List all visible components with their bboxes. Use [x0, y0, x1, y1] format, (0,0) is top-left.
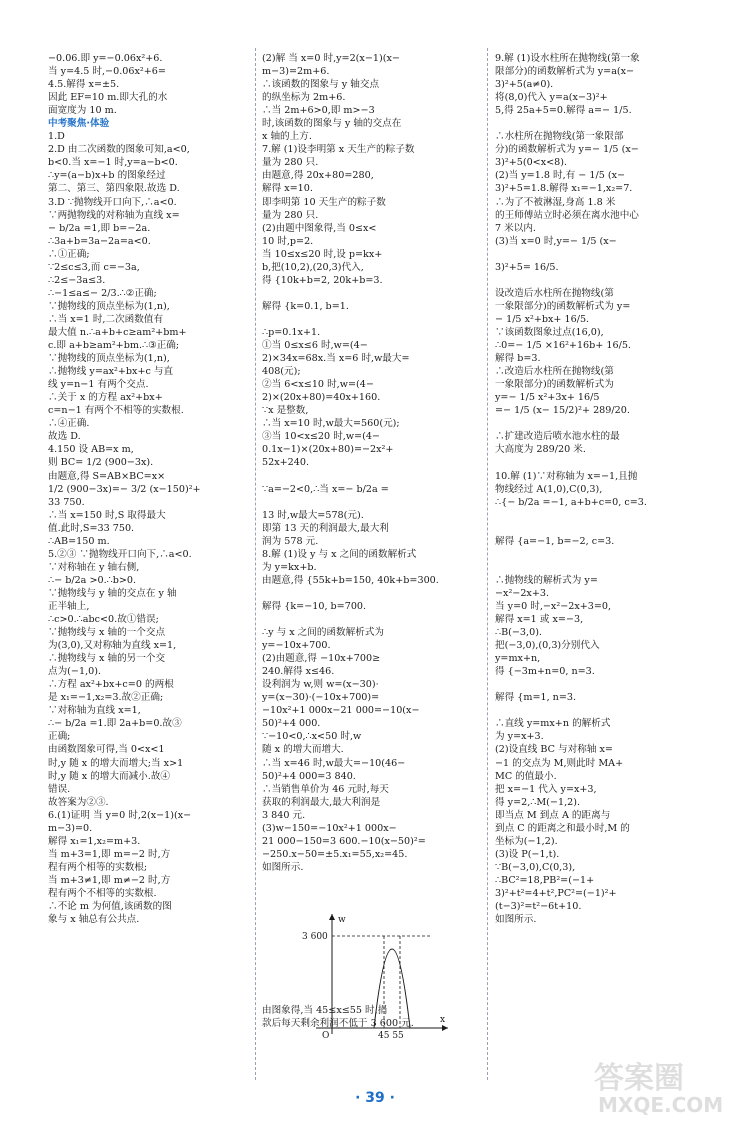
column-divider-1	[255, 48, 256, 1080]
left-line: 由题意,得 S=AB×BC=x×	[48, 470, 166, 482]
right-line: − 1/5 x²+bx+ 16/5.	[495, 313, 590, 325]
right-line	[495, 561, 717, 574]
x-axis-arrow	[442, 1025, 448, 1031]
left-line: 值.此时,S=33 750.	[48, 522, 135, 534]
middle-line: x 轴的上方.	[262, 131, 312, 143]
left-line: 时,y 随 x 的增大而增大;当 x>1	[48, 757, 184, 769]
parabola-curve	[374, 949, 410, 1028]
right-line: 到点 C 的距离之和最小时,M 的	[495, 822, 630, 834]
left-line: ∴不论 m 为何值,该函数的图	[48, 901, 172, 913]
right-line: ∴B(−3,0).	[495, 627, 542, 639]
middle-line: ∴该函数的图象与 y 轴交点	[262, 79, 380, 91]
left-line: 当 y=4.5 时,−0.06x²+6=	[48, 66, 166, 78]
right-line: 3)²+5= 16/5.	[495, 261, 559, 273]
right-line: 3)²+5(a≠0).	[495, 79, 554, 91]
middle-line	[262, 287, 479, 300]
middle-line: 即李明第 10 天生产的粽子数	[262, 196, 386, 208]
left-line: c=n−1 有两个不相等的实数根.	[48, 405, 184, 417]
middle-line: 50)²+4 000.	[262, 718, 321, 730]
middle-line: 解得 x=10.	[262, 183, 313, 195]
middle-line: 当 10≤x≤20 时,设 p=kx+	[262, 248, 383, 260]
right-line: 解得 x=1 或 x=−3,	[495, 614, 584, 626]
graph-x-label: x	[440, 1015, 446, 1025]
right-line: −1 的交点为 M,则此时 MA+	[495, 757, 624, 769]
right-line: 3)²+5(0<x<8).	[495, 157, 568, 169]
middle-line: −250.x−50=±5.x₁=55,x₂=45.	[262, 848, 408, 860]
right-line: ∴{− b/2a =−1, a+b+c=0, c=3.	[495, 496, 647, 508]
left-line: ∵两抛物线的对称轴为直线 x=	[48, 209, 180, 221]
page-number: · 39 ·	[355, 1090, 395, 1106]
right-line: (3)设 P(−1,t).	[495, 848, 560, 860]
y-axis-arrow	[329, 914, 335, 920]
left-column	[48, 52, 248, 926]
right-line	[495, 117, 717, 130]
middle-line: b,把(10,2),(20,3)代入,	[262, 261, 364, 273]
right-line	[495, 678, 717, 691]
right-line: ∵B(−3,0),C(0,3),	[495, 861, 576, 873]
right-line: 5,得 25a+5=0.解得 a=− 1/5.	[495, 105, 632, 117]
left-line: ∴3a+b=3a−2a=a<0.	[48, 235, 151, 247]
middle-line: −10x²+1 000x−21 000=−10(x−	[262, 705, 420, 717]
right-line	[495, 417, 717, 430]
left-line: 由函数图象可得,当 0<x<1	[48, 744, 165, 756]
middle-line: (2)解 当 x=0 时,y=2(x−1)(x−	[262, 53, 400, 64]
middle-line: ∵a=−2<0,∴当 x=− b/2a =	[262, 483, 389, 495]
right-line: 3)²+5=1.8.解得 x₁=−1,x₂=7.	[495, 183, 633, 195]
middle-line: ②当 6<x≤10 时,w=(4−	[262, 379, 374, 391]
middle-line: ∴当 2m+6>0,即 m>−3	[262, 105, 375, 117]
middle-line: m−3)=2m+6.	[262, 66, 330, 78]
middle-line: 解得 {k=−10, b=700.	[262, 600, 367, 612]
column-divider-2	[487, 48, 488, 1080]
middle-line: 时,该函数的图象与 y 轴的交点在	[262, 118, 402, 130]
middle-line: (3)w−150=−10x²+1 000x−	[262, 822, 397, 834]
left-line: 程有两个不相等的实数根.	[48, 888, 157, 899]
middle-line	[262, 313, 479, 326]
right-line: (2)当 y=1.8 时,有 − 1/5 (x−	[495, 170, 626, 182]
left-line: 中考聚焦·体验	[48, 118, 110, 130]
right-line: MC 的值最小.	[495, 770, 557, 782]
middle-line: 2)×(20x+80)=40x+160.	[262, 392, 381, 404]
left-line: 2.D 由二次函数的图象可知,a<0,	[48, 144, 190, 156]
middle-line: ∴y 与 x 之间的函数解析式为	[262, 627, 385, 639]
left-line: 程有两个相等的实数根;	[48, 861, 148, 873]
middle-line: ∴当 x=10 时,w最大=560(元);	[262, 418, 400, 430]
middle-line: ∴当销售单价为 46 元时,每天	[262, 783, 389, 795]
middle-line: ∴当 x=46 时,w最大=−10(46−	[262, 757, 406, 769]
left-line: b<0.当 x=−1 时,y=a−b<0.	[48, 157, 178, 169]
right-line: ∴抛物线的解析式为 y=	[495, 574, 598, 586]
left-line: 正半轴上,	[48, 600, 90, 612]
middle-line: 为 y=kx+b.	[262, 561, 317, 573]
left-line: ∵对称轴为直线 x=1,	[48, 705, 141, 717]
middle-line: 52x+240.	[262, 457, 310, 469]
right-line: 把(−3,0),(0,3)分别代入	[495, 640, 600, 652]
middle-line: (2)由题意,得 −10x+700≥	[262, 653, 381, 665]
left-line: 第二、第三、第四象限.故选 D.	[48, 183, 180, 195]
middle-line: 量为 280 只.	[262, 157, 319, 169]
middle-line: ∵−10<0,∴x<50 时,w	[262, 731, 362, 743]
left-line: 5.②③ ∵抛物线开口向下,∴a<0.	[48, 548, 192, 560]
right-line: 得 {−3m+n=0, n=3.	[495, 666, 595, 678]
middle-line	[262, 613, 479, 626]
right-line: 得 y=2,∴M(−1,2).	[495, 796, 581, 808]
right-line: 为 y=x+3.	[495, 731, 544, 743]
middle-line: 8.解 (1)设 y 与 x 之间的函数解析式	[262, 548, 417, 560]
middle-line	[262, 587, 479, 600]
left-line: ∴①正确;	[48, 248, 90, 260]
right-line: ∴BC²=18,PB²=(−1+	[495, 874, 595, 886]
left-line: 33 750.	[48, 496, 85, 508]
graph-origin: O	[322, 1031, 330, 1040]
right-line: 如图所示.	[495, 914, 537, 926]
right-line: 把 x=−1 代入 y=x+3,	[495, 783, 597, 795]
right-line	[495, 548, 717, 561]
right-line: y=mx+n,	[495, 653, 541, 665]
right-line: 物线经过 A(1,0),C(0,3),	[495, 483, 603, 495]
right-line: ∴0=− 1/5 ×16²+16b+ 16/5.	[495, 340, 631, 352]
left-line: ∴c>0.∴abc<0.故①错误;	[48, 614, 159, 626]
right-line: 9.解 (1)设水柱所在抛物线(第一象	[495, 53, 640, 64]
left-line: ∴2≤−3a≤3.	[48, 274, 106, 286]
middle-line: 由题意,得 20x+80=280,	[262, 170, 374, 182]
right-line: 的王师傅站立时必须在离水池中心	[495, 209, 639, 221]
left-line: ∴④正确.	[48, 418, 90, 430]
middle-line: 随 x 的增大而增大.	[262, 744, 344, 756]
left-line: − b/2a =1,即 b=−2a.	[48, 222, 151, 234]
graph-y-label: w	[338, 915, 346, 925]
right-line: 解得 {a=−1, b=−2, c=3.	[495, 535, 615, 547]
watermark-logo	[588, 1052, 738, 1118]
middle-line: ∵x 是整数,	[262, 405, 309, 417]
left-line: 正确;	[48, 731, 71, 743]
left-line: ∴−1≤a≤− 2/3.∴②正确;	[48, 287, 157, 299]
svg-text:MXQE.COM: MXQE.COM	[598, 1093, 724, 1117]
left-line: 6.(1)证明 当 y=0 时,2(x−1)(x−	[48, 809, 192, 821]
right-line: 限部分)的函数解析式为 y=a(x−	[495, 66, 635, 78]
middle-line: 7.解 (1)设李明第 x 天生产的粽子数	[262, 144, 415, 156]
middle-line: 润为 578 元.	[262, 535, 319, 547]
right-line: 设改造后水柱所在抛物线(第	[495, 287, 614, 299]
left-line: 4.5.解得 x=±5.	[48, 79, 120, 91]
left-line: ∵2≤c≤3,而 c=−3a,	[48, 261, 140, 273]
right-line: (t−3)²=t²−6t+10.	[495, 901, 582, 913]
right-line: ∴扩建改造后喷水池水柱的最	[495, 431, 620, 443]
left-line: 最大值 n.∴a+b+c≥am²+bm+	[48, 326, 187, 338]
left-line: 点为(−1,0).	[48, 666, 102, 678]
left-line: ∵抛物线与 y 轴的交点在 y 轴	[48, 587, 177, 599]
middle-line: 21 000−150=3 600.−10(x−50)²=	[262, 835, 426, 847]
left-line: 1.D	[48, 131, 65, 143]
right-line: 一象限部分)的函数解析式为 y=	[495, 300, 631, 312]
right-line: −x²−2x+3.	[495, 587, 550, 599]
right-line: (3)当 x=0 时,y=− 1/5 (x−	[495, 235, 617, 247]
right-line: ∴为了不被淋湿,身高 1.8 米	[495, 196, 616, 208]
left-line: 1/2 (900−3x)=− 3/2 (x−150)²+	[48, 483, 201, 495]
right-line: 即当点 M 到点 A 的距离与	[495, 809, 611, 821]
right-line: 7 米以内.	[495, 222, 536, 234]
left-line: 因此 EF=10 m.即大孔的水	[48, 92, 168, 104]
left-line: 当 m+3=1,即 m=−2 时,方	[48, 848, 171, 860]
right-line: ∴直线 y=mx+n 的解析式	[495, 718, 611, 730]
left-line: ∴方程 ax²+bx+c=0 的两根	[48, 679, 174, 691]
right-line: 解得 {m=1, n=3.	[495, 692, 577, 704]
right-line: 解得 b=3.	[495, 353, 541, 365]
middle-line: 由图象得,当 45≤x≤55 时,捐	[262, 1005, 388, 1017]
middle-line: 如图所示.	[262, 861, 304, 873]
middle-line: ③当 10<x≤20 时,w=(4−	[262, 431, 380, 443]
middle-line: 10 时,p=2.	[262, 235, 314, 247]
right-line	[495, 509, 717, 522]
profit-graph	[302, 910, 452, 1040]
left-line: 3.D ∵抛物线开口向下,∴a<0.	[48, 196, 177, 208]
left-line: ∵抛物线的顶点坐标为(1,n),	[48, 300, 170, 312]
middle-line: y=−10x+700.	[262, 640, 331, 652]
middle-line: 3 840 元.	[262, 809, 306, 821]
middle-line: 设利润为 w,则 w=(x−30)·	[262, 679, 379, 691]
middle-line: 13 时,w最大=578(元).	[262, 509, 364, 521]
graph-x-ticks: 45 55	[378, 1031, 404, 1040]
right-line: 坐标为(−1,2).	[495, 835, 558, 847]
right-line: 分)的函数解析式为 y=− 1/5 (x−	[495, 144, 639, 156]
left-line: ∴当 x=1 时,二次函数值有	[48, 313, 164, 325]
left-line: ∴关于 x 的方程 ax²+bx+	[48, 392, 163, 404]
left-line: 当 m+3≠1,即 m≠−2 时,方	[48, 874, 171, 886]
middle-line	[262, 887, 479, 900]
right-line: 3)²+t²=4+t²,PC²=(−1)²+	[495, 888, 617, 899]
left-line: 4.150 设 AB=x m,	[48, 444, 134, 456]
left-line: m−3)=0.	[48, 822, 93, 834]
middle-line	[262, 470, 479, 483]
right-line: (2)设直线 BC 与对称轴 x=	[495, 744, 613, 756]
left-line: 面宽度为 10 m.	[48, 105, 117, 117]
middle-line	[262, 874, 479, 887]
left-line: 错误.	[48, 783, 71, 795]
right-line: ∴改造后水柱所在抛物线(第	[495, 366, 614, 378]
left-line: ∵抛物线与 x 轴的一个交点	[48, 627, 166, 639]
left-line: 故选 D.	[48, 431, 81, 443]
left-line: ∴− b/2a >0.∴b>0.	[48, 574, 137, 586]
middle-line: (2)由题中图象得,当 0≤x<	[262, 222, 377, 234]
middle-line: 240.解得 x≤46.	[262, 666, 335, 678]
middle-line: 的纵坐标为 2m+6.	[262, 92, 346, 104]
left-line: ∴抛物线 y=ax²+bx+c 与直	[48, 366, 174, 378]
right-line: 一象限部分)的函数解析式为	[495, 379, 614, 391]
left-line: 为(3,0),又对称轴为直线 x=1,	[48, 640, 177, 652]
right-line: 当 y=0 时,−x²−2x+3=0,	[495, 600, 612, 612]
middle-line: 50)²+4 000=3 840.	[262, 770, 356, 782]
left-line: ∵抛物线的顶点坐标为(1,n),	[48, 353, 170, 365]
right-line	[495, 248, 717, 261]
middle-line: 解得 {k=0.1, b=1.	[262, 300, 349, 312]
middle-line: y=(x−30)·(−10x+700)=	[262, 692, 380, 704]
right-line: y=− 1/5 x²+3x+ 16/5	[495, 392, 600, 404]
left-line: −0.06.即 y=−0.06x²+6.	[48, 53, 163, 64]
svg-text:答案圈: 答案圈	[594, 1061, 684, 1096]
middle-line: 0.1x−1)×(20x+80)=−2x²+	[262, 444, 394, 456]
middle-line: 款后每天剩余利润不低于 3 600 元.	[262, 1018, 414, 1030]
middle-line	[262, 496, 479, 509]
right-line	[495, 522, 717, 535]
right-line	[495, 704, 717, 717]
middle-line: 获取的利润最大,最大利润是	[262, 796, 381, 808]
right-line: 大高度为 289/20 米.	[495, 444, 586, 456]
left-line: 时,y 随 x 的增大而减小.故④	[48, 770, 171, 782]
middle-line: 得 {10k+b=2, 20k+b=3.	[262, 274, 383, 286]
right-column	[495, 52, 717, 926]
middle-line: ∴p=0.1x+1.	[262, 326, 321, 338]
left-line: 象与 x 轴总有公共点.	[48, 914, 140, 926]
right-line: 将(8,0)代入 y=a(x−3)²+	[495, 92, 608, 104]
right-line: 10.解 (1)∵对称轴为 x=−1,且抛	[495, 470, 638, 482]
left-line: ∴y=(a−b)x+b 的图象经过	[48, 170, 166, 182]
right-line: =− 1/5 (x− 15/2)²+ 289/20.	[495, 405, 630, 417]
right-line	[495, 456, 717, 469]
right-line	[495, 274, 717, 287]
middle-line: ①当 0≤x≤6 时,w=(4−	[262, 340, 368, 352]
left-line: 解得 x₁=1,x₂=m+3.	[48, 835, 141, 847]
left-line: ∵对称轴在 y 轴右侧,	[48, 561, 140, 573]
middle-line: 2)×34x=68x.当 x=6 时,w最大=	[262, 353, 410, 365]
middle-column	[262, 52, 479, 1031]
left-line: 线 y=n−1 有两个交点.	[48, 379, 149, 391]
left-line: 则 BC= 1/2 (900−3x).	[48, 457, 154, 469]
left-line: 故答案为②③.	[48, 796, 109, 808]
middle-line: 由题意,得 {55k+b=150, 40k+b=300.	[262, 574, 439, 586]
middle-line: 即第 13 天的利润最大,最大利	[262, 522, 389, 534]
right-line: ∵该函数图象过点(16,0),	[495, 326, 604, 338]
middle-line: 量为 280 只.	[262, 209, 319, 221]
left-line: ∴当 x=150 时,S 取得最大	[48, 509, 166, 521]
left-line: ∴AB=150 m.	[48, 535, 110, 547]
middle-line: 408(元);	[262, 366, 301, 378]
right-line: ∴水柱所在抛物线(第一象限部	[495, 131, 624, 143]
left-line: c.即 a+b≥am²+bm.∴③正确;	[48, 340, 180, 352]
left-line: ∴− b/2a =1.即 2a+b=0.故③	[48, 718, 182, 730]
left-line: ∴抛物线与 x 轴的另一个交	[48, 653, 166, 665]
graph-y-tick: 3 600	[302, 932, 328, 942]
left-line: 是 x₁=−1,x₂=3.故②正确;	[48, 692, 164, 704]
